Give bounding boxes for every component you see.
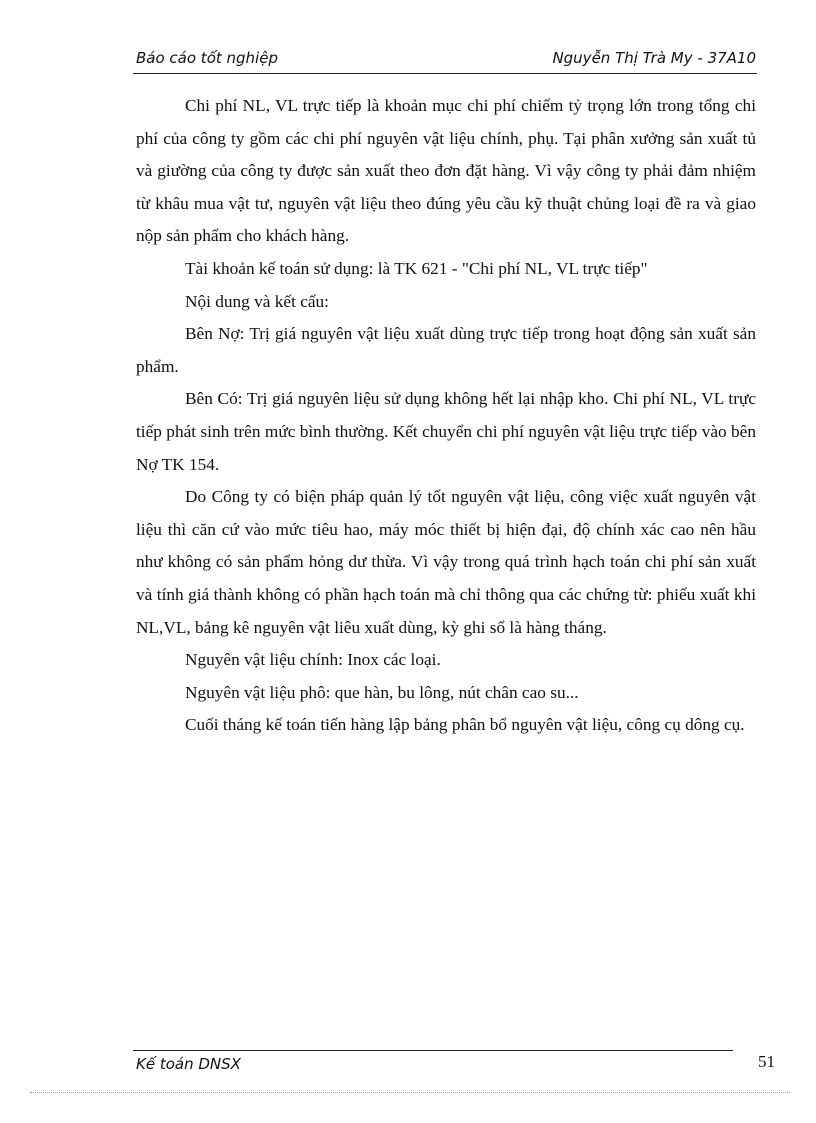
paragraph: Cuối tháng kế toán tiến hàng lập bảng phân bổ nguyên vật liệu, công cụ dông cụ.	[185, 715, 745, 735]
paragraph: Nội dung và kết cấu:	[185, 291, 329, 311]
paragraph: Bên Nợ: Trị giá nguyên vật liệu xuất dùng trực tiếp trong hoạt động sản xuất sản phẩm.	[136, 324, 756, 376]
paragraph: Nguyên vật liệu chính: Inox các loại.	[185, 650, 441, 670]
header-rule	[133, 73, 757, 74]
header-author: Nguyễn Thị Trà My - 37A10	[552, 49, 756, 67]
paragraph: Bên Có: Trị giá nguyên liệu sử dụng không hết lại nhập kho. Chi phí NL, VL trực tiếp phát sinh trên mức bình thường. Kết chuyển chi phí nguyên vật liệu trực tiếp vào bên Nợ TK 154.	[136, 389, 756, 474]
paragraph: Do Công ty có biện pháp quản lý tốt nguyên vật liệu, công việc xuất nguyên vật liệu thì căn cứ vào mức tiêu hao, máy móc thiết bị hiện đại, độ chính xác cao nên hầu như không có sản phẩm hỏng dư thừa. Vì vậy trong quá trình hạch toán chi phí sản xuất và tính giá thành không có phần hạch toán mà chỉ thông qua các chứng từ: phiếu xuất khi NL,VL, bảng kê nguyên vật liêu xuất dùng, kỳ ghi sổ là hàng tháng.	[136, 487, 756, 637]
paragraph: Nguyên vật liệu phô: que hàn, bu lông, nút chân cao su...	[185, 682, 579, 702]
body-text	[136, 90, 756, 742]
header-report-title: Báo cáo tốt nghiệp	[136, 49, 278, 67]
page-number: 51	[758, 1052, 775, 1071]
footer-section-title: Kế toán DNSX	[136, 1055, 241, 1073]
page-bottom-dotted-border	[30, 1092, 790, 1093]
paragraph: Tài khoản kế toán sử dụng: là TK 621 - "Chi phí NL, VL trực tiếp"	[185, 258, 648, 278]
paragraph: Chi phí NL, VL trực tiếp là khoản mục chi phí chiếm tỷ trọng lớn trong tổng chi phí của công ty gồm các chi phí nguyên vật liệu chính, phụ. Tại phân xưởng sản xuất tủ và giường của công ty được sản xuất theo đơn đặt hàng. Vì vậy công ty phải đảm nhiệm từ khâu mua vật tư, nguyên vật liệu theo đúng yêu cầu kỹ thuật chủng loại đề ra và giao nộp sản phẩm cho khách hàng.	[136, 96, 756, 246]
footer-rule	[133, 1050, 733, 1051]
